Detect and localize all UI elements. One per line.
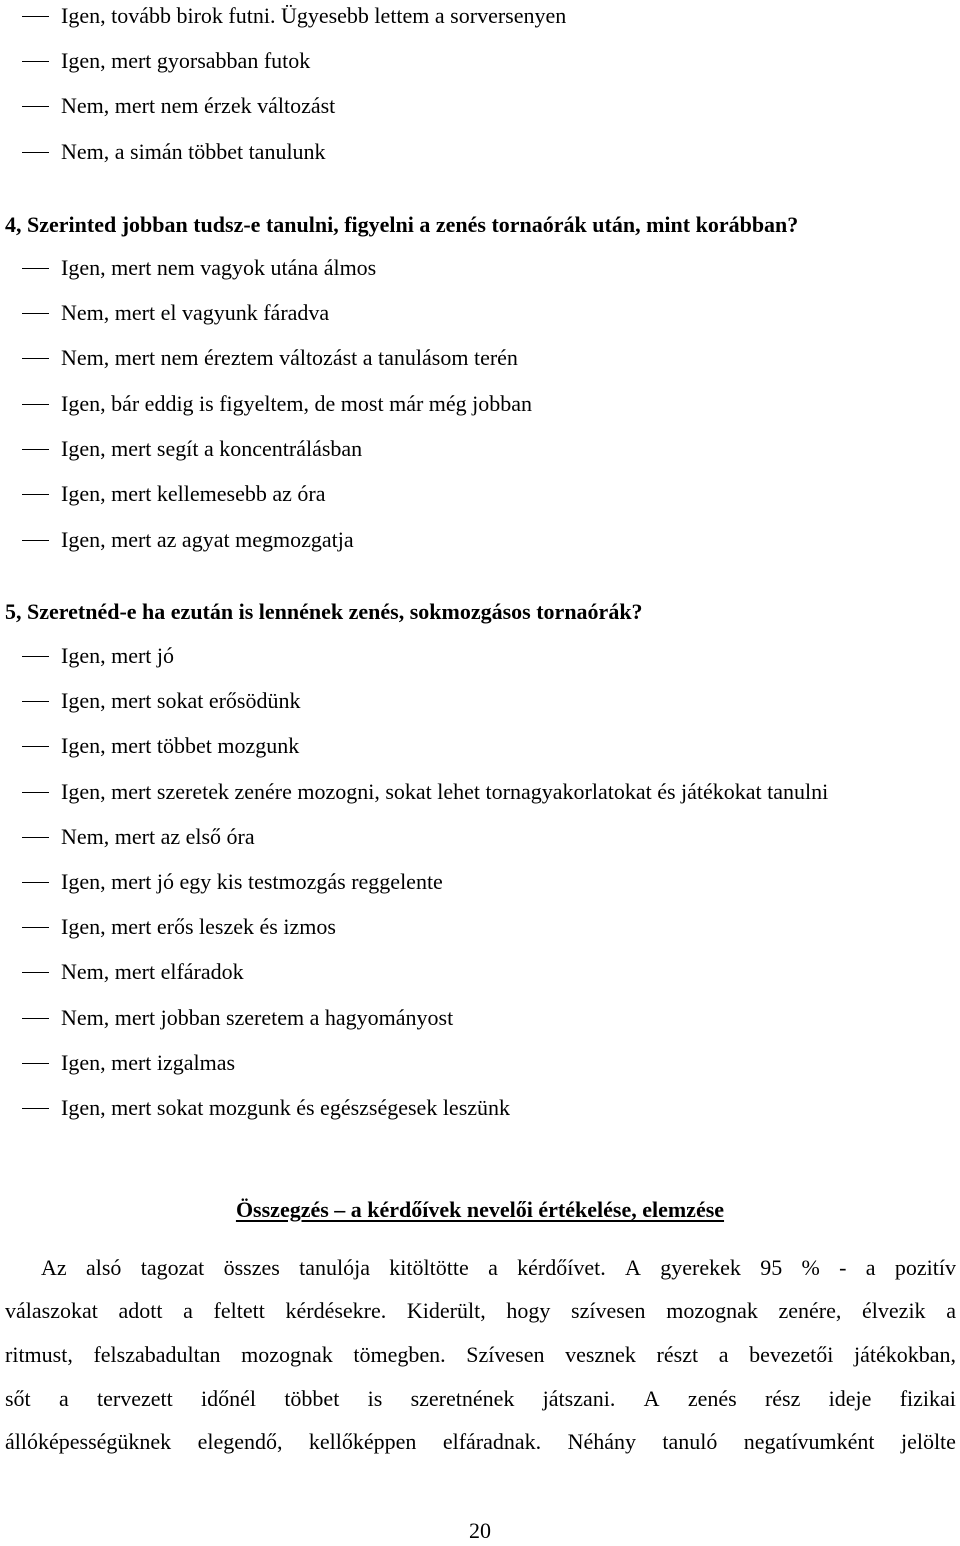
- summary-word: is: [367, 1386, 383, 1411]
- summary-word: részt: [656, 1342, 699, 1367]
- dash-bullet: [22, 882, 49, 883]
- document-page: Igen, tovább birok futni. Ügyesebb lettem a sorversenyen Igen, mert gyorsabban futok Nem, mert nem érzek változást Nem, a simán többet tanulunk 4, Szerinted jobban tudsz-e tanulni, figyelni a zenés tornaórák után, mint korábban? Igen, mert nem vagyok utána álmos Nem, mert el vagyunk fáradva Nem, mert nem éreztem változást a tanulásom terén Igen, bár eddig is figyeltem, de most már még jobban Igen, mert segít a koncentrálásban Igen, mert kellemesebb az óra Igen, mert az agyat megmozgatja 5, Szeretnéd-e ha ezután is lennének zenés, sokmozgásos tornaórák? Igen, mert jó Igen, mert sokat erősödünk Igen, mert többet mozgunk Igen, mert szeretek zenére mozogni, sokat lehet tornagyakorlatokat és játékokat tanulni Nem, mert az első óra Igen, mert jó egy kis testmozgás reggelente Igen, mert erős leszek és izmos Nem, mert elfáradok Nem, mert jobban szeretem a hagyományost Igen, mert izgalmas Igen, mert sokat mozgunk és egészségesek leszünk Összegzés – a kérdőívek nevelői értékelése, elemzése Az alsó tagozat összes tanulója kitöltötte a kérdőívet. A gyerekek 95 % - a pozitív válaszokat adott a feltett kérdésekre. Kiderült, hogy szívesen mozognak zenére, élvezik a ritmust, felszabadultan mozognak tömegben. Szívesen vesznek részt a bevezetői játékokban, sőt a tervezett időnél többet is szeretnének játszani. A zenés rész ideje fizikai állóképességüknek elegendő, kellőképpen elfáradnak. Néhány tanuló negatívumként jelölte 20: [0, 0, 960, 1541]
- dash-bullet: [22, 746, 49, 747]
- summary-word: hogy: [506, 1298, 551, 1323]
- summary-heading: Összegzés – a kérdőívek nevelői értékelése, elemzése: [235, 1197, 725, 1222]
- dash-bullet: [22, 1018, 49, 1019]
- summary-word: tagozat: [140, 1255, 205, 1280]
- dash-bullet: [22, 449, 49, 450]
- summary-word: tanuló: [662, 1429, 718, 1454]
- summary-word: mozognak: [666, 1298, 758, 1323]
- dash-bullet: [22, 268, 49, 269]
- dash-bullet: [22, 494, 49, 495]
- summary-word: A: [643, 1386, 660, 1411]
- summary-word: kérdőívet.: [517, 1255, 606, 1280]
- summary-word: fizikai: [899, 1386, 956, 1411]
- summary-word: adott: [118, 1298, 163, 1323]
- dash-bullet: [22, 106, 49, 107]
- summary-word: összes: [223, 1255, 280, 1280]
- summary-word: a: [718, 1342, 729, 1367]
- summary-word: a: [946, 1298, 956, 1323]
- summary-line-5: [5, 1427, 956, 1457]
- summary-word: időnél: [201, 1386, 257, 1411]
- summary-word: A: [625, 1255, 641, 1280]
- dash-bullet: [22, 656, 49, 657]
- dash-bullet: [22, 792, 49, 793]
- summary-word: bevezetői: [749, 1342, 834, 1367]
- summary-word: Néhány: [567, 1429, 636, 1454]
- summary-word: zenére,: [778, 1298, 842, 1323]
- summary-word: tanulója: [299, 1255, 370, 1280]
- summary-word: tervezett: [97, 1386, 173, 1411]
- dash-bullet: [22, 358, 49, 359]
- summary-word: feltett: [213, 1298, 265, 1323]
- summary-word: pozitív: [894, 1255, 956, 1280]
- summary-word: tömegben.: [353, 1342, 446, 1367]
- dash-bullet: [22, 701, 49, 702]
- question-4-heading: 4, Szerinted jobban tudsz-e tanulni, figyelni a zenés tornaórák után, mint korábban?: [5, 212, 799, 237]
- page-number: 20: [469, 1518, 491, 1543]
- summary-line-2: [5, 1296, 956, 1326]
- summary-word: a: [183, 1298, 193, 1323]
- question-5-heading: 5, Szeretnéd-e ha ezután is lennének zenés, sokmozgásos tornaórák?: [5, 599, 643, 624]
- summary-word: válaszokat: [5, 1298, 98, 1323]
- summary-word: negatívumként: [743, 1429, 875, 1454]
- dash-bullet: [22, 404, 49, 405]
- summary-word: -: [839, 1255, 847, 1280]
- summary-line-4: [5, 1384, 956, 1414]
- summary-word: elfáradnak.: [442, 1429, 542, 1454]
- summary-word: kellőképpen: [308, 1429, 417, 1454]
- summary-word: kérdésekre.: [285, 1298, 387, 1323]
- dash-bullet: [22, 16, 49, 17]
- summary-word: élvezik: [862, 1298, 926, 1323]
- summary-word: ritmust,: [5, 1342, 73, 1367]
- summary-word: a: [865, 1255, 876, 1280]
- summary-word: 95: [760, 1255, 783, 1280]
- summary-word: Szívesen: [466, 1342, 545, 1367]
- dash-bullet: [22, 1108, 49, 1109]
- dash-bullet: [22, 540, 49, 541]
- summary-word: játékokban,: [853, 1342, 956, 1367]
- summary-word: jelölte: [900, 1429, 956, 1454]
- summary-word: sőt: [5, 1386, 31, 1411]
- dash-bullet: [22, 972, 49, 973]
- dash-bullet: [22, 927, 49, 928]
- summary-word: szeretnének: [410, 1386, 515, 1411]
- summary-line-3: [5, 1340, 956, 1370]
- summary-word: Az: [41, 1255, 67, 1280]
- dash-bullet: [22, 1063, 49, 1064]
- summary-word: többet: [284, 1386, 340, 1411]
- summary-word: %: [801, 1255, 820, 1280]
- dash-bullet: [22, 61, 49, 62]
- summary-word: ideje: [828, 1386, 872, 1411]
- summary-word: állóképességüknek: [5, 1429, 172, 1454]
- dash-bullet: [22, 152, 49, 153]
- summary-word: alsó: [85, 1255, 122, 1280]
- summary-word: felszabadultan: [93, 1342, 221, 1367]
- summary-word: játszani.: [542, 1386, 616, 1411]
- summary-line-1: [41, 1253, 956, 1283]
- summary-word: szívesen: [571, 1298, 646, 1323]
- summary-word: gyerekek: [660, 1255, 741, 1280]
- summary-word: mozognak: [241, 1342, 333, 1367]
- summary-word: Kiderült,: [406, 1298, 486, 1323]
- summary-word: a: [58, 1386, 69, 1411]
- dash-bullet: [22, 837, 49, 838]
- summary-word: vesznek: [565, 1342, 636, 1367]
- summary-word: kitöltötte: [389, 1255, 469, 1280]
- summary-word: a: [488, 1255, 498, 1280]
- summary-word: rész: [764, 1386, 801, 1411]
- dash-bullet: [22, 313, 49, 314]
- summary-word: zenés: [687, 1386, 737, 1411]
- summary-word: elegendő,: [197, 1429, 283, 1454]
